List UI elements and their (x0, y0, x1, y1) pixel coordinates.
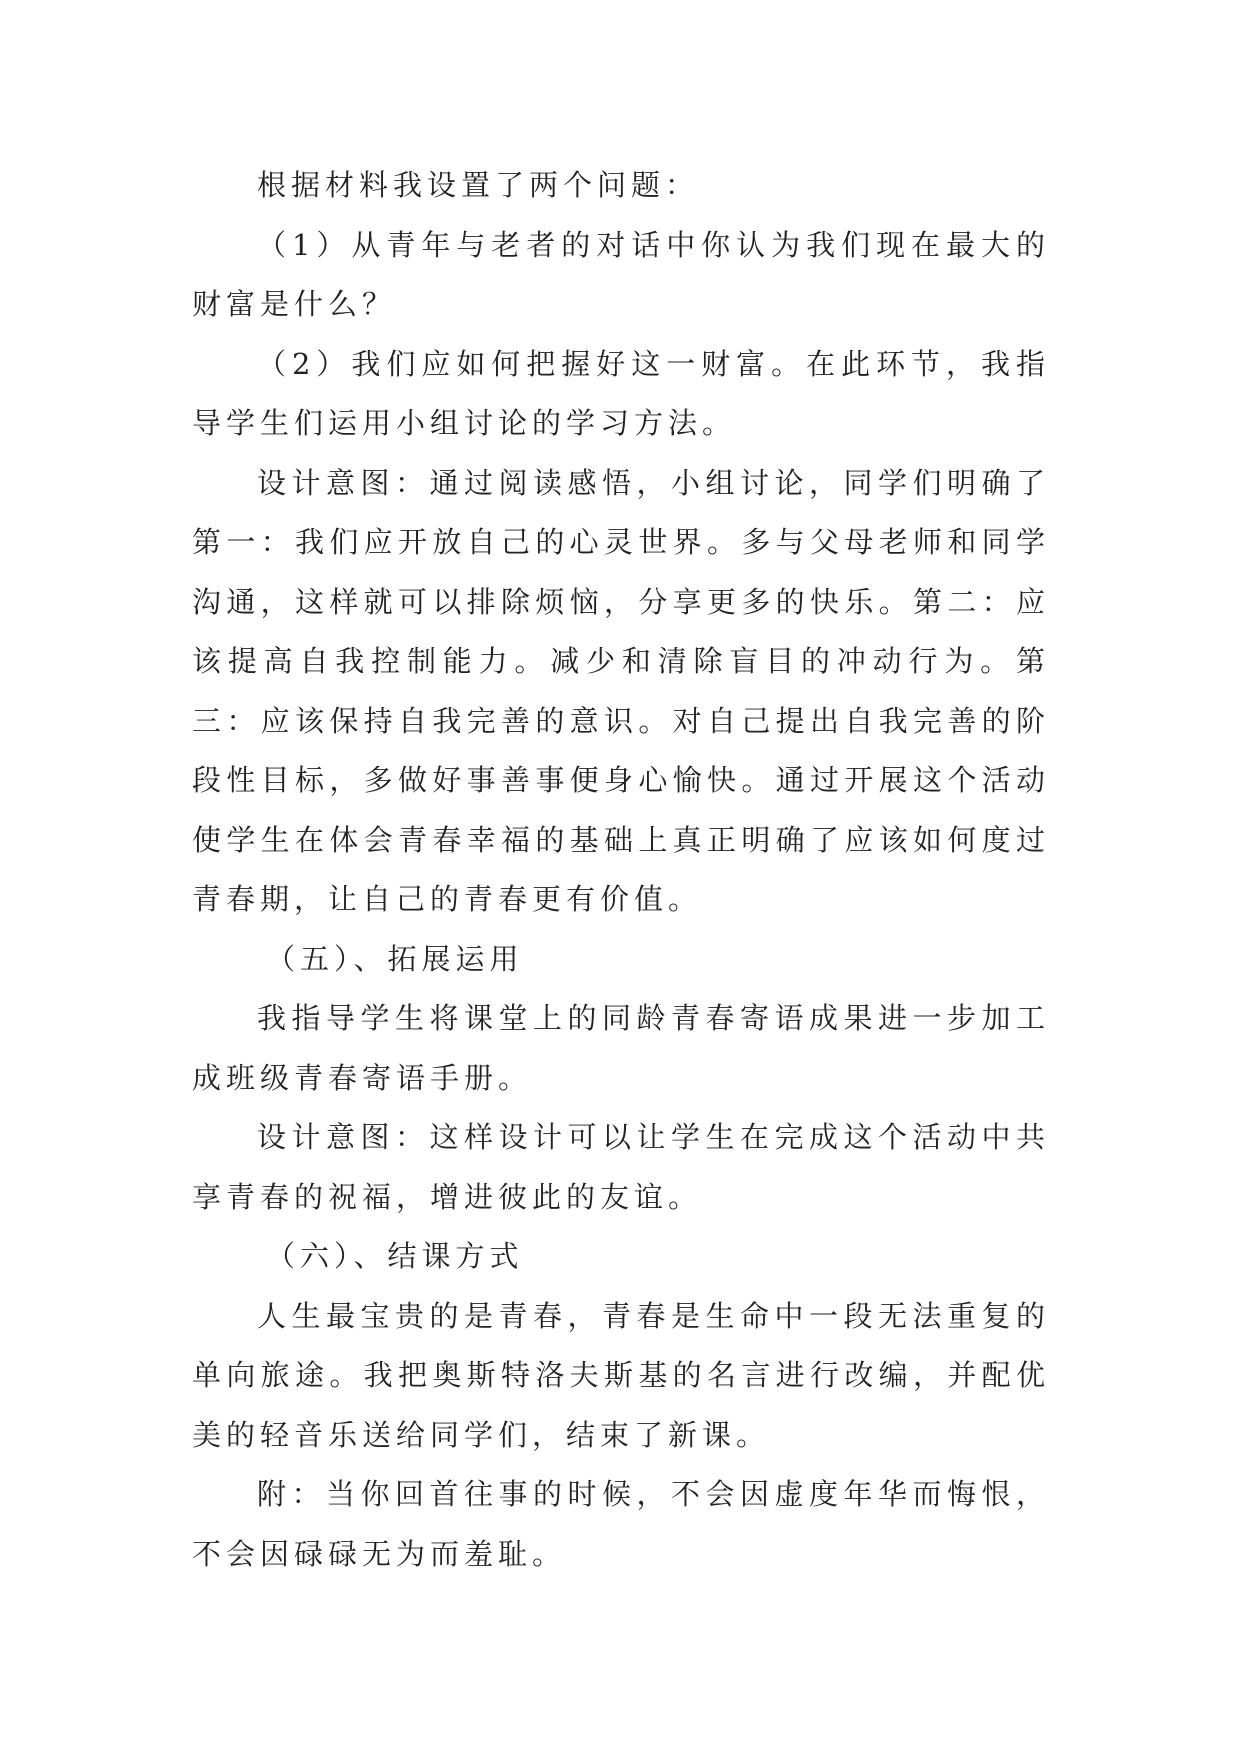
section-heading-conclusion: （六）、结课方式 (266, 1239, 524, 1273)
paragraph-design-intent-2: 设计意图：这样设计可以让学生在完成这个活动中共享青春的祝福，增进彼此的友谊。 (192, 1120, 1050, 1214)
paragraph-intro: 根据材料我设置了两个问题： (257, 168, 700, 202)
paragraph-question-2: （2）我们应如何把握好这一财富。在此环节，我指导学生们运用小组讨论的学习方法。 (192, 346, 1050, 440)
paragraph-appendix: 附：当你回首往事的时候，不会因虚度年华而悔恨，不会因碌碌无为而羞耻。 (192, 1477, 1050, 1571)
document-body (192, 156, 1050, 1584)
paragraph-conclusion: 人生最宝贵的是青春，青春是生命中一段无法重复的单向旅途。我把奥斯特洛夫斯基的名言进行改编，并配优美的轻音乐送给同学们，结束了新课。 (192, 1298, 1050, 1452)
paragraph-extension: 我指导学生将课堂上的同龄青春寄语成果进一步加工成班级青春寄语手册。 (192, 1001, 1050, 1095)
paragraph-question-1: （1）从青年与老者的对话中你认为我们现在最大的财富是什么？ (192, 227, 1050, 321)
section-heading-extension: （五）、拓展运用 (266, 941, 524, 976)
paragraph-design-intent-1: 设计意图：通过阅读感悟，小组讨论，同学们明确了第一：我们应开放自己的心灵世界。多与父母老师和同学沟通，这样就可以排除烦恼，分享更多的快乐。第二：应该提高自我控制能力。减少和清除盲目的冲动行为。第三：应该保持自我完善的意识。对自己提出自我完善的阶段性目标，多做好事善事便身心愉快。通过开展这个活动使学生在体会青春幸福的基础上真正明确了应该如何度过青春期，让自己的青春更有价值。 (192, 465, 1050, 916)
